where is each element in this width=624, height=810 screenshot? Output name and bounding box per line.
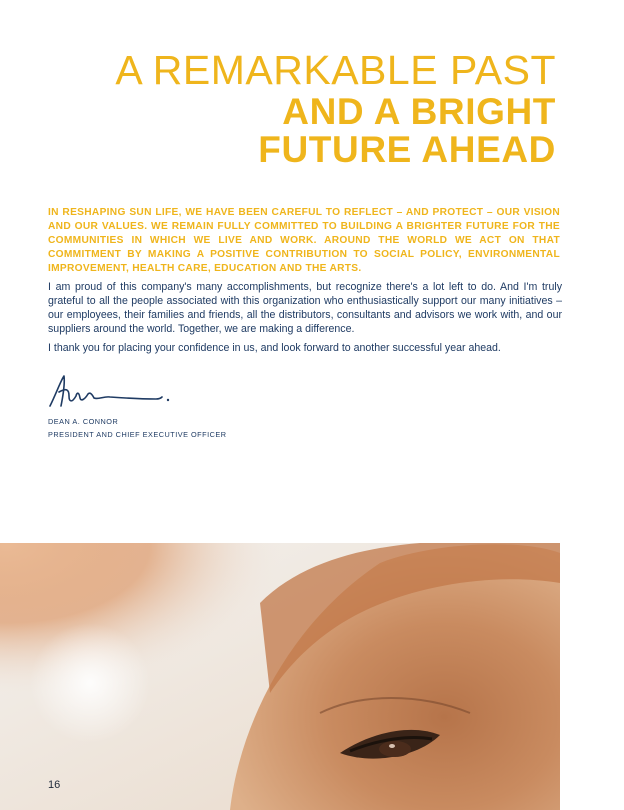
portrait-photo	[0, 543, 560, 810]
title-line-1: A REMARKABLE PAST	[115, 47, 556, 93]
body-paragraph-2: I thank you for placing your confidence in us, and look forward to another successful year ahead.	[48, 342, 501, 354]
body-paragraph-1: I am proud of this company's many accomplishments, but recognize there's a lot left to do. And I'm truly grateful to all the people associated with this organization who enthusiastically support our many initiatives – our employees, their families and friends, all the distributors, consultants and advisors we work with, and our suppliers around the world. Together, we are making a difference.	[48, 281, 562, 335]
signatory-name: DEAN A. CONNOR	[48, 417, 119, 426]
title-line-2: AND A BRIGHT	[282, 91, 556, 132]
handwritten-signature	[44, 372, 179, 412]
page-number: 16	[48, 779, 61, 791]
signatory-title: PRESIDENT AND CHIEF EXECUTIVE OFFICER	[48, 430, 227, 439]
intro-paragraph: IN RESHAPING SUN LIFE, WE HAVE BEEN CAREFUL TO REFLECT – AND PROTECT – OUR VISION AND OUR VALUES. WE REMAIN FULLY COMMITTED TO BUILDING A BRIGHTER FUTURE FOR THE COMMUNITIES IN WHICH WE LIVE AND WORK. AROUND THE WORLD WE ACT ON THAT COMMITMENT BY MAKING A POSITIVE CONTRIBUTION TO SOCIAL POLICY, ENVIRONMENTAL IMPROVEMENT, HEALTH CARE, EDUCATION AND THE ARTS.	[48, 207, 560, 274]
page-title	[115, 47, 556, 170]
title-line-3: FUTURE AHEAD	[258, 128, 556, 170]
